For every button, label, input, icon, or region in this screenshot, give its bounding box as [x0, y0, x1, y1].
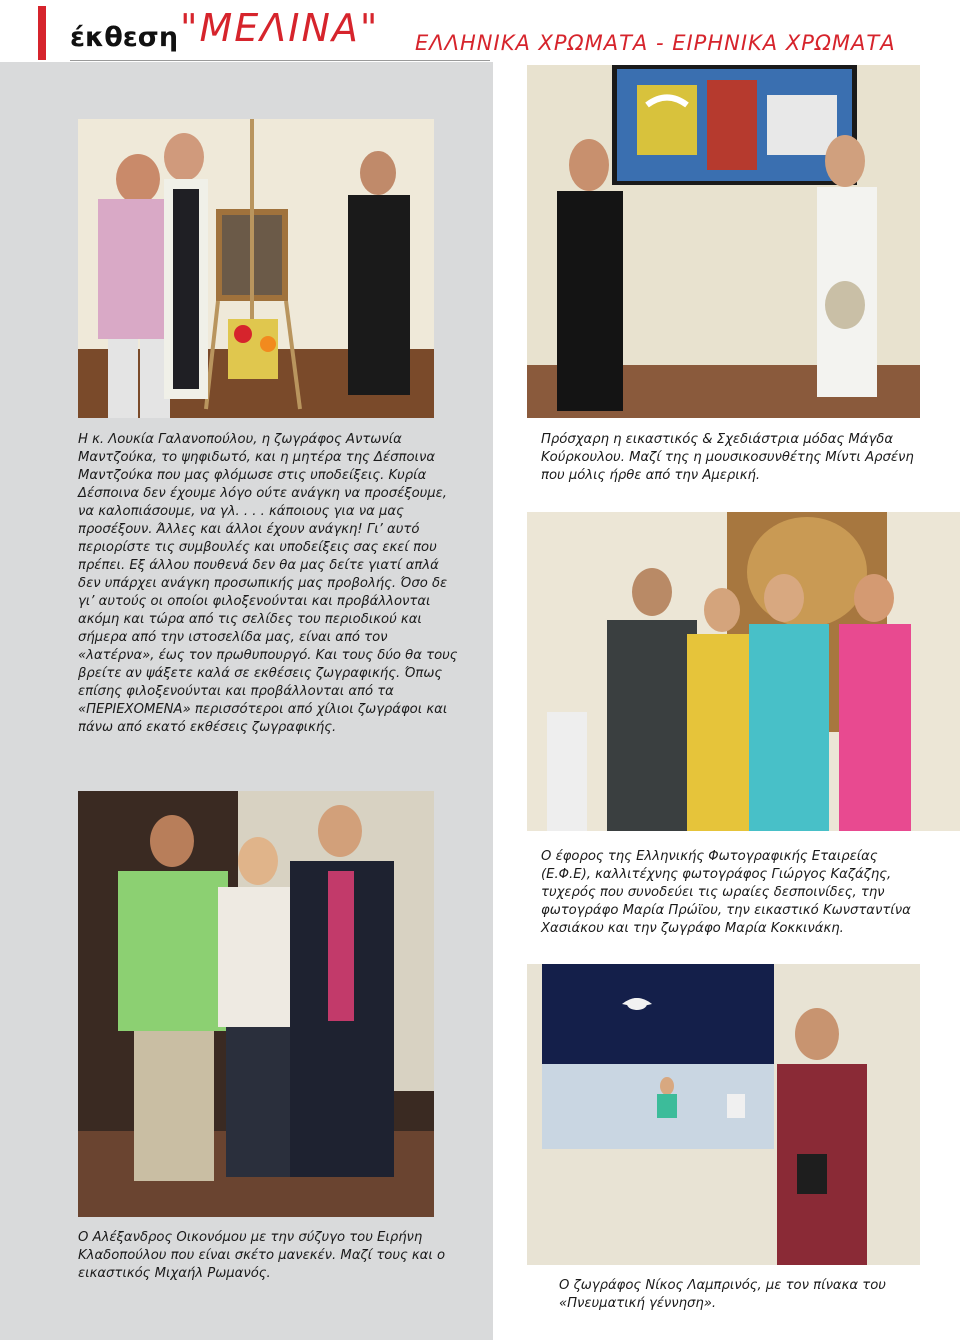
caption-text: Η κ. Λουκία Γαλανοπούλου, η ζωγράφος Αντωνία Μαντζούκα, το ψηφιδωτό, και η μητέρα της Δέσποινα Μαντζούκα που μας φλόμωσε στις υποδείξεις. Κυρία Δέσποινα δεν έχουμε λόγο ούτε ανάγκη να προσέξουμε, να καλοπιάσουμε, να γλ. . . . κάποιους για να μας προσέξουν. Άλλες και άλλοι έχουν ανάγκη! Γι’ αυτό περιορίστε τις συμβουλές και υποδείξεις σας εκεί που πρέπει. Εξ άλλου πουθενά δεν θα μας δείτε γιατί απλά δεν υπάρχει ανάγκη προσωπικής μας προβολής. Όσο δε γι’ αυτούς οι οποίοι φιλοξενούνται και προβάλλονται ακόμη και τώρα από τις σελίδες του περιοδικού και σήμερα από την ιστοσελίδα μας, είναι από τον «λατέρνα», έως τον πρωθυπουργό. Και τους δύο θα τους βρείτε αν ψάξετε καλά σε εκθέσεις ζωγραφικής. Όπως επίσης φιλοξενούνται και προβάλλονται από τα «ΠΕΡΙΕΧΟΜΕΝΑ» περισσότεροι από χίλιοι ζωγράφοι και πάνω από εκατό εκθέσεις ζωγραφικής.: [78, 432, 458, 735]
caption-text: Ο ζωγράφος Νίκος Λαμπρινός, με τον πίνακα του «Πνευματική γέννηση».: [559, 1278, 886, 1311]
photo-lamprinos-painting: [527, 964, 920, 1265]
exhibition-subtitle: ΕΛΛΗΝΙΚΑ ΧΡΩΜΑΤΑ - ΕΙΡΗΝΙΚΑ ΧΡΩΜΑΤΑ: [415, 31, 896, 55]
caption-text: Ο έφορος της Ελληνικής Φωτογραφικής Εταιρείας (Ε.Φ.Ε), καλλιτέχνης φωτογράφος Γιώργος Καζάζης, τυχερός που συνοδεύει τις ωραίες δεσποινίδες, την φωτογράφο Μαρία Πρώϊου, την εικαστικό Κωνσταντίνα Χασιάκου και την ζωγράφο Μαρία Κοκκινάκη.: [541, 849, 911, 936]
photo-efe-group: [527, 512, 960, 831]
photo-painting-two-women: [527, 65, 920, 418]
caption-lamprinos-painting: [559, 1277, 919, 1313]
photo-oikonomou-group: [78, 791, 434, 1217]
caption-text: Πρόσχαρη η εικαστικός & Σχεδιάστρια μόδας Μάγδα Κούρκουλου. Μαζί της η μουσικοσυνθέτης Μίντι Αρσένη που μόλις ήρθε από την Αμερική.: [541, 432, 914, 483]
caption-mosaic-group: [78, 431, 458, 737]
section-label: έκθεση: [70, 22, 179, 53]
caption-text: Ο Αλέξανδρος Οικονόμου με την σύζυγο του Ειρήνη Κλαδοπούλου που είναι σκέτο μανεκέν. Μαζί τους και ο εικαστικός Μιχαήλ Ρωμανός.: [78, 1230, 446, 1281]
caption-painting-two-women: [541, 431, 916, 485]
photo-mosaic-group: [78, 119, 434, 418]
header-red-bar: [38, 6, 46, 60]
caption-efe-group: [541, 848, 921, 938]
exhibition-title: "ΜΕΛΙΝΑ": [180, 6, 380, 50]
caption-oikonomou-group: [78, 1229, 458, 1283]
header-rule: [70, 60, 490, 61]
